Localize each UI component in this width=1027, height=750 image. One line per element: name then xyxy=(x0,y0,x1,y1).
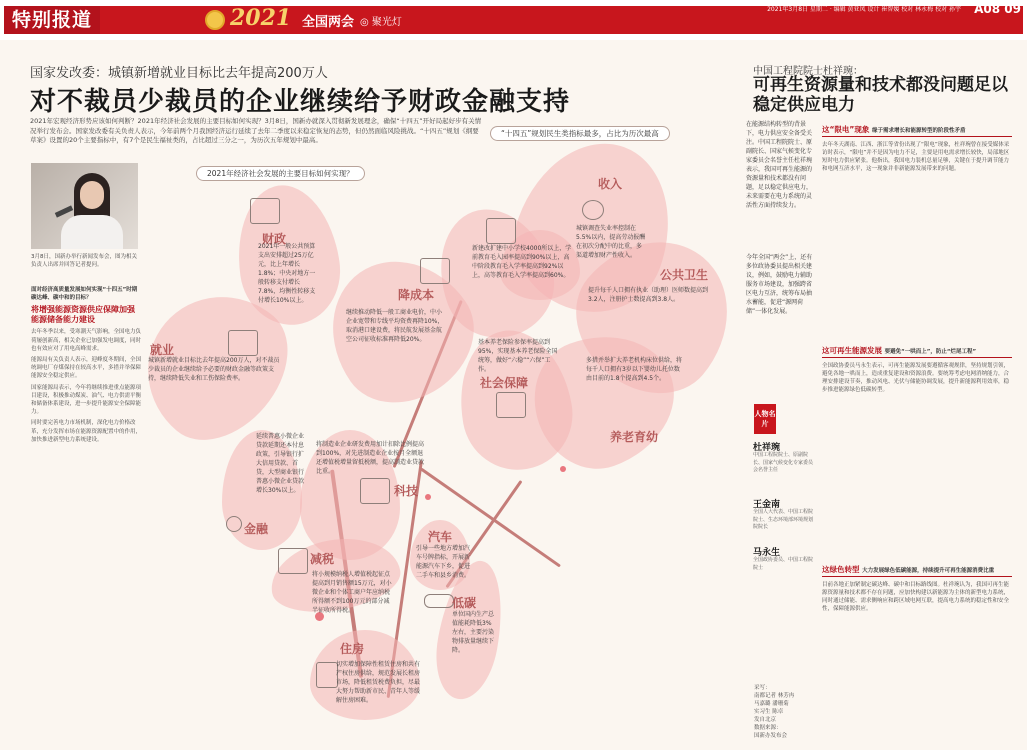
section-body: 去年冬天湖南、江西、浙江等省份出现了“限电”现象，杜祥琬曾在接受媒体采访时表示，“限电”并不是因为电力不足，主要是用电需求增长较快，局部地区短时电力供应紧张。他指出，我国电力装机总量足够，关键在于提升调节能力和电网互济水平，这一现象并非新能源发展带来的问题。 xyxy=(822,142,1010,172)
goals-banner: 2021年经济社会发展的主要目标如何实现？ xyxy=(196,166,365,181)
divider xyxy=(822,576,1012,577)
person-desc: 全国政协委员、中国工程院院士 xyxy=(753,557,814,571)
right-intro-2: 今年全国“两会”上，还有多位政协委员提出相关建议，例如，鼓励电力辅助服务市场建设，加强跨省区电力互济，统筹布局抽水蓄能，促进“源网荷储”一体化发展。 xyxy=(746,254,813,315)
briefcase-icon xyxy=(228,330,258,356)
price-down-icon xyxy=(420,258,450,284)
category-text: 多措并举扩大养老机构床位供给，将每千人口拥有3岁以下婴幼儿托位数由目前的1.8个提高到4.5个。 xyxy=(586,357,683,382)
page-number: A08 09 xyxy=(974,2,1021,16)
category-label: 减税 xyxy=(310,552,335,566)
category-label: 低碳 xyxy=(452,596,477,610)
body-paragraph: 国家能源局表示，今年将继续推进重点能源项目建设，积极推动煤炭、油气、电力供需平衡和储备体系建设，进一步提升能源安全保障能力。 xyxy=(31,384,142,416)
category-label: 养老育幼 xyxy=(610,430,659,444)
category-text: 城镇调查失业率控制在5.5%以内，提高劳动报酬在初次分配中的比重，多渠道增加财产性收入。 xyxy=(576,225,646,259)
left-subheading: 将增强能源资源供应保障加强能源储备能力建设 xyxy=(31,305,135,325)
section-body: 全国政协委员马永生表示，可再生能源发展要遵循客观规律，坚持规划引领，避免各地一哄而上，造成重复建设和资源浪费。要统筹考虑电网消纳能力，合理安排建设节奏，推动风电、光伏与储能协调发展，提升新能源利用效率，稳步推进能源绿色低碳转型。 xyxy=(822,363,1010,393)
body-paragraph: 同时要完善电力市场机制，深化电力价格改革，充分发挥市场在能源资源配置中的作用，加快推进新型电力系统建设。 xyxy=(31,420,142,443)
section-heading xyxy=(822,345,976,356)
right-headline: 可再生资源量和技术都没问题足以稳定供应电力 xyxy=(753,75,1008,115)
category-label: 科技 xyxy=(394,484,419,498)
credit-line: 数据来源： xyxy=(754,725,782,731)
people-card-tag: 人物名片 xyxy=(754,404,776,434)
section-body: 目前各地正加紧制定碳达峰、碳中和目标路线图。杜祥琬认为，我国可再生能源资源量和技术都不存在问题，应加快构建以新能源为主体的新型电力系统，同时通过储能、需求侧响应和跨区域电网互联，提高电力系统的稳定性和安全性，保障能源供应。 xyxy=(822,582,1010,612)
category-label: 财政 xyxy=(262,232,287,246)
category-label: 社会保障 xyxy=(480,376,529,390)
section-label: 这“限电”现象 xyxy=(822,125,870,134)
category-label: 就业 xyxy=(150,343,175,357)
category-text: 延续普惠小微企业贷款延期还本付息政策，引导银行扩大信用贷款、首贷，大型商业银行普惠小微企业贷款增长30%以上。 xyxy=(256,433,305,494)
tax-icon xyxy=(278,548,308,574)
right-intro: 在能源结构转型的背景下，电力供应安全备受关注。中国工程院院士、原副院长、国家气候变化专家委员会名誉主任杜祥琬表示，我国可再生能源的资源量和技术都没有问题，足以稳定供应电力，未来需要在电力系统的灵活性方面持续发力。 xyxy=(746,121,813,209)
section-tag: 大力发展绿色低碳能源，持续提升可再生能源消费比重 xyxy=(862,568,995,574)
car-icon xyxy=(424,594,454,608)
national-emblem-icon xyxy=(205,10,225,30)
category-label: 收入 xyxy=(598,177,623,191)
person-desc: 全国人大代表、中国工程院院士、生态环境部环境规划院院长 xyxy=(753,509,814,530)
section-tag: 缘于需求增长和能源转型的阶段性矛盾 xyxy=(871,128,966,134)
category-label: 住房 xyxy=(340,642,365,656)
section-label: 这绿色转型 xyxy=(822,565,860,574)
credit-line: 马嘉璐 潘珊菊 xyxy=(754,701,789,707)
shield-icon xyxy=(496,392,526,418)
category-text: 提升每千人口拥有执业（助理）医师数提高到3.2人，注册护士数提高到3.8人。 xyxy=(588,287,709,303)
person-name: 王金南 xyxy=(753,500,781,510)
section-heading xyxy=(822,124,966,135)
category-label: 降成本 xyxy=(398,288,435,302)
books-icon xyxy=(486,218,516,244)
credit-line: 国新办发布会 xyxy=(754,733,788,739)
category-text: 继续推动降低一般工商业电价，中小企业宽带和专线平均资费再降10%，取消港口建设费，将民航发展基金航空公司征收标准再降低20%。 xyxy=(346,309,444,343)
body-paragraph: 去年冬季以来，受寒潮天气影响，全国电力负荷屡创新高，相关企业已加强发电调度，同时也有效应对了用电高峰需求。 xyxy=(31,329,142,352)
finance-icon xyxy=(226,516,242,532)
credits xyxy=(754,684,794,740)
house-icon xyxy=(316,662,338,688)
photo-caption: 3月8日，国新办举行新闻发布会，图为相关负责人出席并回答记者提问。 xyxy=(31,254,137,268)
berry xyxy=(425,494,431,500)
category-text: 基本养老保险参保率提高到95%，实现基本养老保险全国统筹，做好“六稳”“六保”工作。 xyxy=(478,339,558,373)
person-desc: 中国工程院院士、原副院长、国家气候变化专家委员会名誉主任 xyxy=(753,452,814,473)
question-text: 面对经济高质量发展如何实现“十四五”时期碳达峰、碳中和的目标？ xyxy=(31,287,138,302)
category-label: 汽车 xyxy=(428,530,453,544)
right-kicker: 中国工程院院士杜祥琬： xyxy=(753,66,863,77)
subheadline: 国家发改委：城镇新增就业目标比去年提高200万人 xyxy=(30,66,328,81)
credit-line: 发自北京 xyxy=(754,717,777,723)
lead-paragraph: 2021年宏观经济形势应该如何判断？2021年经济社会发展的主要目标如何实现？3月8日，国新办就深入贯彻新发展理念，确保“十四五”开好局起好步有关情况举行发布会。国家发改委有关负责人表示，今年前两个月我国经济运行延续了去年二季度以来稳定恢复的态势，但仍然面临风险挑战。“十四五”规划《纲要草案》设置的20个主要指标中，有7个是民生福祉类的，占比超过三分之一，为历次五年规划中最高。 xyxy=(30,117,482,144)
dateline: 2021年3月8日 星期二 · 编辑 黄亚凤 设计 崔智媛 校对 林永梅 校对 孙宇 xyxy=(767,6,961,13)
column-name: ◎ 聚光灯 xyxy=(360,17,402,28)
category-text: 切实增加保障性租赁住房和共有产权住房供给，规范发展长租房市场，降低租赁税费负担，尽最大努力帮助新市民、青年人等缓解住房困难。 xyxy=(336,661,421,704)
category-text: 2021年一般公共预算支出安排超过25万亿元，比上年增长1.8%；中央对地方一般转移支付增长7.8%，均衡性转移支付增长10%以上。 xyxy=(258,243,316,304)
gear-icon xyxy=(360,478,390,504)
year-logo: 2021 xyxy=(230,5,292,31)
body-paragraph: 能源局有关负责人表示，迎峰度冬期间，全国统调电厂存煤保持在较高水平，多措并举保障能源安全稳定供应。 xyxy=(31,357,142,380)
category-text: 新建改扩建中小学校4000所以上，学前教育毛入园率提高到90%以上，高中阶段教育毛入学率提高到92%以上，高等教育毛入学率提高到60%。 xyxy=(472,245,572,279)
person-name: 杜祥琬 xyxy=(753,443,781,453)
person-name: 马永生 xyxy=(753,548,781,558)
berry xyxy=(560,466,566,472)
category-text: 将制造业企业研发费用加计扣除比例提高到100%，对先进制造业企业按月全额退还增值税增量留抵税额，提高制造业贷款比重。 xyxy=(316,441,425,475)
theme-title: 全国两会 xyxy=(302,15,355,30)
coin-icon xyxy=(582,200,604,220)
credit-line: 南都记者 林芳冉 xyxy=(754,693,795,699)
category-label: 金融 xyxy=(244,522,269,536)
category-text: 城镇新增就业目标比去年提高200万人，对不裁员少裁员的企业继续给予必要的财政金融等政策支持，继续降低失业和工伤保险费率。 xyxy=(148,357,280,382)
credit-line: 采写： xyxy=(754,685,771,691)
section-label: 这可再生能源发展 xyxy=(822,346,882,355)
masthead xyxy=(0,0,1027,40)
category-text: 引导一些地方增加汽车号牌指标，开展新能源汽车下乡，促进二手车和县乡消费。 xyxy=(416,545,471,579)
section-tag: 要避免“一哄而上”，防止“烂尾工程” xyxy=(884,349,977,355)
section-heading xyxy=(822,564,994,575)
wallet-icon xyxy=(250,198,280,224)
credit-line: 实习生 陈卓 xyxy=(754,709,784,715)
indicator-banner: “十四五”规划民生类指标最多，占比为历次最高 xyxy=(490,126,670,141)
category-text: 将小规模纳税人增值税起征点提高到月销售额15万元，对小微企业和个体工商户年应纳税所得额不到100万元的部分减半征收所得税。 xyxy=(312,571,392,614)
divider xyxy=(822,136,1012,137)
category-text: 单位国内生产总值能耗降低3%左右，主要污染物排放量继续下降。 xyxy=(452,611,495,654)
section-tab: 特别报道 xyxy=(4,6,100,34)
category-label: 公共卫生 xyxy=(660,268,709,282)
divider xyxy=(822,357,1012,358)
headline: 对不裁员少裁员的企业继续给予财政金融支持 xyxy=(30,87,571,117)
left-column xyxy=(31,286,141,447)
spokesperson-photo xyxy=(31,163,138,249)
